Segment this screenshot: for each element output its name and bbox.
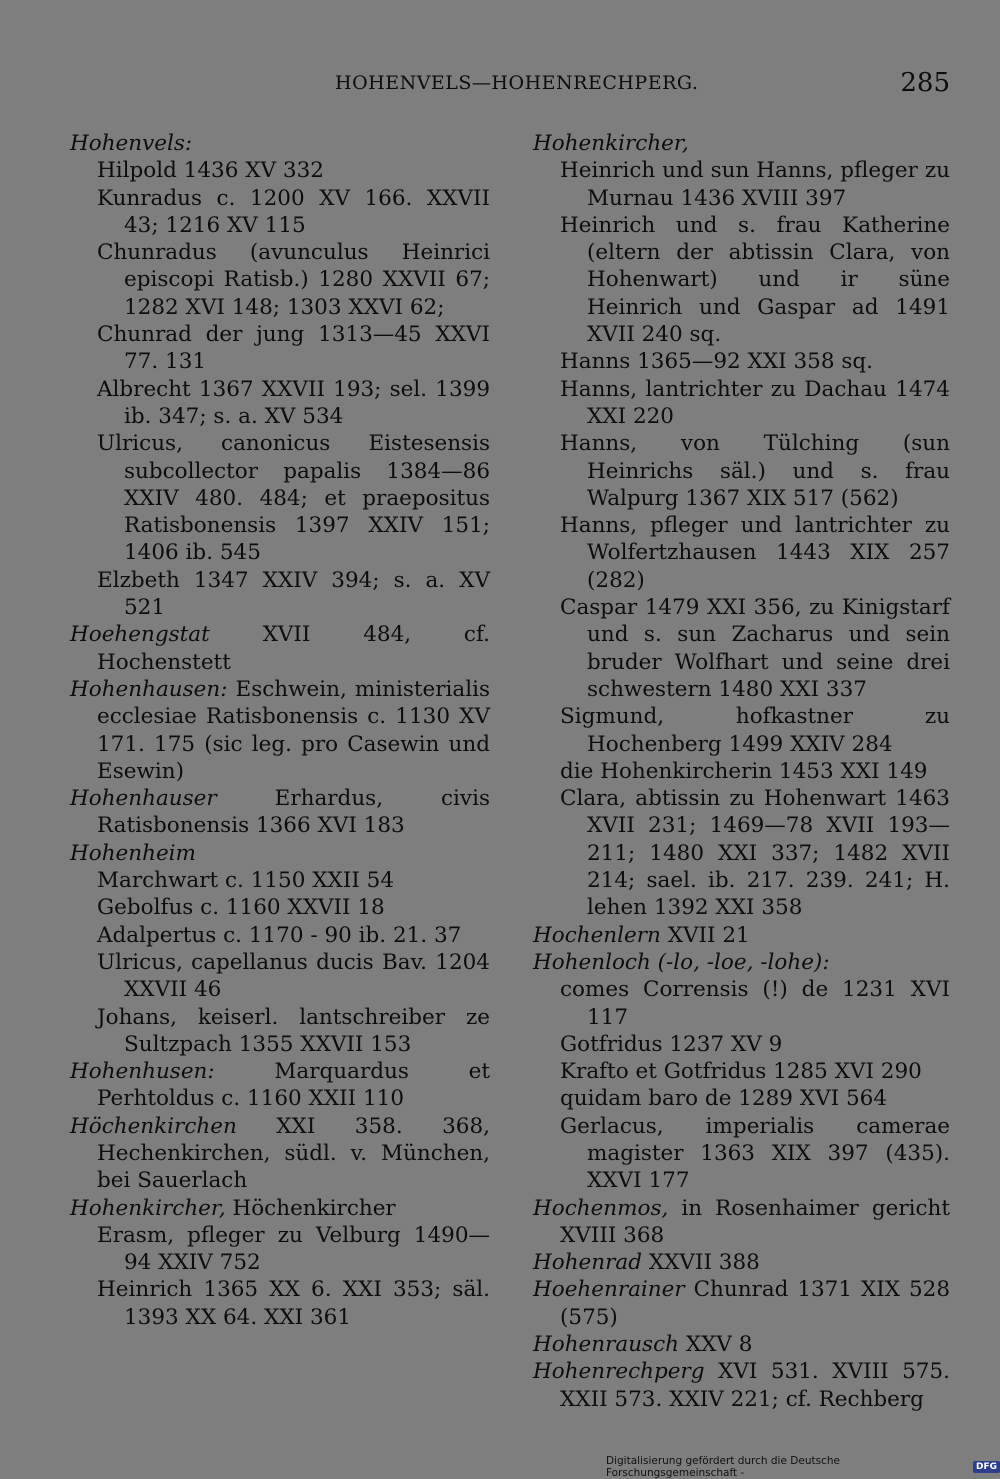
index-entry: [533, 130, 950, 157]
index-entry: [70, 1113, 490, 1195]
index-entry: [533, 1249, 950, 1276]
index-subentry: Caspar 1479 XXI 356, zu Kinigstarf und s. sun Zacharus und sein bruder Wolfhart und seine drei schwestern 1480 XXI 337: [560, 595, 950, 702]
index-subentry: Adalpertus c. 1170 - 90 ib. 21. 37: [97, 922, 462, 948]
entry-text: XVII 484, cf. Hochenstett: [97, 622, 490, 675]
index-subentry: Elzbeth 1347 XXIV 394; s. a. XV 521: [97, 567, 490, 621]
index-entry: [70, 621, 490, 676]
index-subentry: Johans, keiserl. lantschreiber ze Sultzpach 1355 XXVII 153: [97, 1004, 490, 1057]
index-column-left: [70, 130, 490, 1331]
index-entry: [70, 130, 490, 157]
entry-headword: Hochenmos,: [533, 1195, 669, 1221]
entry-text: Höchenkircher: [225, 1195, 396, 1221]
index-entry: [70, 785, 490, 840]
index-subentry: Erasm, pfleger zu Velburg 1490—94 XXIV 752: [97, 1222, 490, 1276]
index-entry: [533, 1276, 950, 1331]
index-subentry: Chunrad der jung 1313—45 XXVI 77. 131: [97, 322, 490, 375]
index-subentry: Hanns 1365—92 XXI 358 sq.: [560, 349, 873, 375]
page-number: 285: [900, 68, 950, 98]
entry-headword: Höchenkirchen: [70, 1113, 237, 1139]
index-subentry: Ulricus, canonicus Eistesensis subcollector papalis 1384—86 XXIV 480. 484; et praepositus Ratisbonensis 1397 XXIV 151; 1406 ib. 545: [97, 431, 490, 566]
index-subentry: Marchwart c. 1150 XXII 54: [97, 868, 395, 894]
index-subentry: Clara, abtissin zu Hohenwart 1463 XVII 231; 1469—78 XVII 193—211; 1480 XXI 337; 1482 XVII 214; sael. ib. 217. 239. 241; H. lehen 1392 XXI 358: [560, 786, 950, 921]
index-entry: [70, 676, 490, 785]
index-subentry: Krafto et Gotfridus 1285 XVI 290: [560, 1059, 922, 1085]
entry-headword: Hochenlern: [533, 922, 661, 948]
index-entry: [70, 840, 490, 867]
index-subentry: die Hohenkircherin 1453 XXI 149: [560, 758, 928, 784]
entry-text: XVII 21: [660, 922, 750, 948]
entry-text: Marquardus et Perhtoldus c. 1160 XXII 110: [97, 1059, 490, 1112]
index-entry: [70, 1058, 490, 1113]
entry-headword: Hoehengstat: [70, 622, 210, 648]
entry-headword: Hohenrechperg: [533, 1359, 705, 1385]
credit-text: Digitalisierung gefördert durch die Deutsche Forschungsgemeinschaft -: [606, 1455, 840, 1479]
index-entry: [533, 1331, 950, 1358]
index-subentry: Hilpold 1436 XV 332: [97, 158, 324, 184]
entry-headword: Hohenvels:: [70, 131, 193, 156]
index-subentry: Sigmund, hofkastner zu Hochenberg 1499 XXIV 284: [560, 704, 950, 757]
index-entry: [533, 1358, 950, 1413]
index-subentry: Hanns, lantrichter zu Dachau 1474 XXI 220: [560, 376, 950, 429]
index-subentry: Heinrich und sun Hanns, pfleger zu Murnau 1436 XVIII 397: [560, 158, 950, 211]
entry-text: XXI 358. 368, Hechenkirchen, südl. v. München, bei Sauerlach: [97, 1113, 490, 1194]
index-subentry: comes Corrensis (!) de 1231 XVI 117: [560, 977, 950, 1030]
index-subentry: Hanns, von Tülching (sun Heinrichs säl.) und s. frau Walpurg 1367 XIX 517 (562): [560, 431, 950, 511]
index-subentry: Gotfridus 1237 XV 9: [560, 1031, 783, 1057]
index-subentry: Hanns, pfleger und lantrichter zu Wolfertzhausen 1443 XIX 257 (282): [560, 513, 950, 593]
entry-headword: Hohenkircher,: [70, 1195, 226, 1221]
entry-text: Chunrad 1371 XIX 528 (575): [560, 1277, 950, 1330]
entry-text: Eschwein, ministerialis ecclesiae Ratisbonensis c. 1130 XV 171. 175 (sic leg. pro Casewin und Esewin): [97, 676, 490, 784]
entry-headword: Hoehenrainer: [533, 1277, 685, 1303]
entry-text: in Rosenhaimer gericht XVIII 368: [560, 1195, 950, 1248]
dfg-logo-icon: DFG: [973, 1461, 1000, 1473]
entry-text: XXVII 388: [641, 1250, 760, 1276]
index-subentry: Gerlacus, imperialis camerae magister 1363 XIX 397 (435). XXVI 177: [560, 1113, 950, 1194]
index-subentry: Albrecht 1367 XXVII 193; sel. 1399 ib. 347; s. a. XV 534: [97, 376, 490, 429]
entry-text: XVI 531. XVIII 575. XXII 573. XXIV 221; cf. Rechberg: [560, 1359, 950, 1412]
entry-text: XXV 8: [678, 1332, 753, 1358]
entry-headword: Hohenkircher,: [533, 131, 689, 156]
index-entry: [533, 949, 950, 976]
index-subentry: quidam baro de 1289 XVI 564: [560, 1086, 887, 1112]
index-entry: [533, 1195, 950, 1250]
entry-headword: Hohenrausch: [533, 1332, 679, 1358]
index-subentry: Chunradus (avunculus Heinrici episcopi Ratisb.) 1280 XXVII 67; 1282 XVI 148; 1303 XXVI 62;: [97, 240, 490, 320]
index-subentry: Ulricus, capellanus ducis Bav. 1204 XXVII 46: [97, 949, 490, 1003]
running-title: HOHENVELS—HOHENRECHPERG.: [335, 72, 699, 94]
index-subentry: Heinrich 1365 XX 6. XXI 353; säl. 1393 XX 64. XXI 361: [97, 1277, 490, 1330]
entry-headword: Hohenloch (-lo, -loe, -lohe):: [533, 949, 830, 975]
entry-headword: Hohenrad: [533, 1250, 642, 1276]
entry-headword: Hohenheim: [70, 840, 196, 866]
index-entry: [533, 922, 950, 949]
index-subentry: Heinrich und s. frau Katherine (eltern der abtissin Clara, von Hohenwart) und ir süne Heinrich und Gaspar ad 1491 XVII 240 sq.: [560, 212, 950, 348]
index-column-right: [533, 130, 950, 1413]
entry-text: Erhardus, civis Ratisbonensis 1366 XVI 183: [97, 786, 490, 839]
index-entry: [70, 1195, 490, 1222]
index-subentry: Kunradus c. 1200 XV 166. XXVII 43; 1216 XV 115: [97, 185, 490, 238]
index-subentry: Gebolfus c. 1160 XXVII 18: [97, 895, 385, 921]
entry-headword: Hohenhusen:: [70, 1059, 215, 1085]
entry-headword: Hohenhausen:: [70, 676, 228, 702]
entry-headword: Hohenhauser: [70, 786, 217, 812]
digitization-credit: [606, 1455, 1000, 1479]
page-header: [60, 68, 950, 106]
